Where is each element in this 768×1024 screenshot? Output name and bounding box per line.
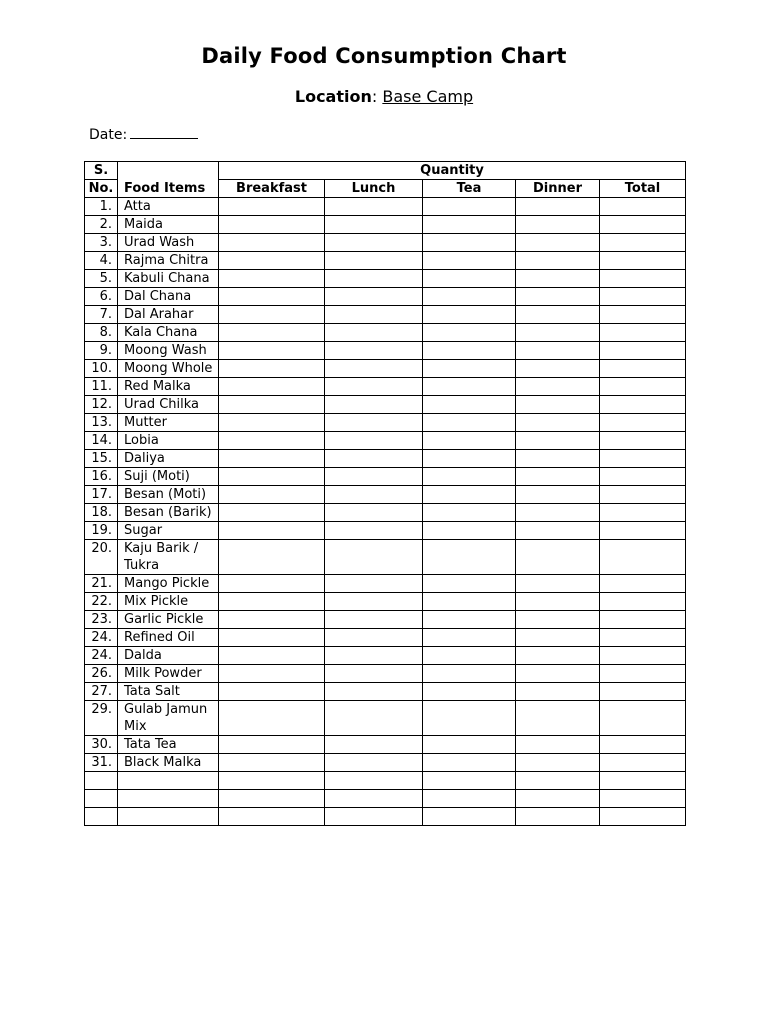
cell-lunch[interactable] bbox=[325, 593, 423, 611]
row-food-item: Kala Chana bbox=[118, 324, 219, 342]
row-food-item: Tata Tea bbox=[118, 736, 219, 754]
row-sno: 30. bbox=[85, 736, 118, 754]
cell-breakfast[interactable] bbox=[219, 234, 325, 252]
row-food-item: Milk Powder bbox=[118, 665, 219, 683]
cell-dinner[interactable] bbox=[516, 575, 600, 593]
blank-cell[interactable] bbox=[423, 790, 516, 808]
cell-tea[interactable] bbox=[423, 198, 516, 216]
food-consumption-table bbox=[84, 161, 686, 826]
blank-cell[interactable] bbox=[219, 790, 325, 808]
cell-breakfast[interactable] bbox=[219, 342, 325, 360]
cell-total[interactable] bbox=[600, 736, 686, 754]
blank-cell[interactable] bbox=[600, 790, 686, 808]
cell-lunch[interactable] bbox=[325, 396, 423, 414]
header-dinner: Dinner bbox=[516, 180, 600, 198]
blank-cell[interactable] bbox=[516, 772, 600, 790]
cell-tea[interactable] bbox=[423, 216, 516, 234]
cell-tea[interactable] bbox=[423, 288, 516, 306]
cell-breakfast[interactable] bbox=[219, 396, 325, 414]
cell-tea[interactable] bbox=[423, 754, 516, 772]
cell-tea[interactable] bbox=[423, 522, 516, 540]
table-row bbox=[85, 486, 686, 504]
cell-dinner[interactable] bbox=[516, 288, 600, 306]
row-sno: 2. bbox=[85, 216, 118, 234]
cell-breakfast[interactable] bbox=[219, 198, 325, 216]
row-sno: 5. bbox=[85, 270, 118, 288]
row-food-item: Urad Chilka bbox=[118, 396, 219, 414]
row-food-item: Dalda bbox=[118, 647, 219, 665]
blank-row bbox=[85, 790, 686, 808]
header-sno-line2: No. bbox=[85, 180, 118, 198]
cell-breakfast[interactable] bbox=[219, 414, 325, 432]
cell-lunch[interactable] bbox=[325, 324, 423, 342]
row-sno: 26. bbox=[85, 665, 118, 683]
header-breakfast: Breakfast bbox=[219, 180, 325, 198]
cell-tea[interactable] bbox=[423, 593, 516, 611]
cell-lunch[interactable] bbox=[325, 288, 423, 306]
cell-total[interactable] bbox=[600, 540, 686, 575]
table-row bbox=[85, 450, 686, 468]
table-row bbox=[85, 540, 686, 575]
cell-dinner[interactable] bbox=[516, 683, 600, 701]
blank-cell[interactable] bbox=[85, 772, 118, 790]
row-sno: 15. bbox=[85, 450, 118, 468]
header-sno-line1: S. bbox=[85, 162, 118, 180]
table-row bbox=[85, 575, 686, 593]
cell-breakfast[interactable] bbox=[219, 378, 325, 396]
cell-lunch[interactable] bbox=[325, 270, 423, 288]
row-food-item: Lobia bbox=[118, 432, 219, 450]
row-food-item: Daliya bbox=[118, 450, 219, 468]
row-sno: 21. bbox=[85, 575, 118, 593]
cell-total[interactable] bbox=[600, 360, 686, 378]
cell-dinner[interactable] bbox=[516, 701, 600, 736]
row-food-item: Moong Whole bbox=[118, 360, 219, 378]
cell-total[interactable] bbox=[600, 342, 686, 360]
row-sno: 7. bbox=[85, 306, 118, 324]
cell-total[interactable] bbox=[600, 270, 686, 288]
table-row bbox=[85, 647, 686, 665]
cell-breakfast[interactable] bbox=[219, 360, 325, 378]
cell-lunch[interactable] bbox=[325, 701, 423, 736]
row-sno: 13. bbox=[85, 414, 118, 432]
cell-dinner[interactable] bbox=[516, 540, 600, 575]
row-sno: 8. bbox=[85, 324, 118, 342]
blank-cell[interactable] bbox=[325, 772, 423, 790]
cell-total[interactable] bbox=[600, 252, 686, 270]
header-food-items: Food Items bbox=[118, 180, 219, 198]
cell-tea[interactable] bbox=[423, 360, 516, 378]
table-row bbox=[85, 504, 686, 522]
table-row bbox=[85, 736, 686, 754]
cell-lunch[interactable] bbox=[325, 575, 423, 593]
cell-tea[interactable] bbox=[423, 432, 516, 450]
cell-dinner[interactable] bbox=[516, 234, 600, 252]
cell-tea[interactable] bbox=[423, 450, 516, 468]
cell-dinner[interactable] bbox=[516, 468, 600, 486]
table-row bbox=[85, 468, 686, 486]
cell-breakfast[interactable] bbox=[219, 486, 325, 504]
cell-breakfast[interactable] bbox=[219, 611, 325, 629]
table-row bbox=[85, 216, 686, 234]
row-sno: 27. bbox=[85, 683, 118, 701]
row-food-item: Gulab Jamun Mix bbox=[118, 701, 219, 736]
row-food-item: Atta bbox=[118, 198, 219, 216]
header-food-spacer bbox=[118, 162, 219, 180]
cell-total[interactable] bbox=[600, 629, 686, 647]
cell-dinner[interactable] bbox=[516, 450, 600, 468]
row-sno: 20. bbox=[85, 540, 118, 575]
cell-lunch[interactable] bbox=[325, 342, 423, 360]
cell-dinner[interactable] bbox=[516, 306, 600, 324]
row-food-item: Besan (Moti) bbox=[118, 486, 219, 504]
cell-total[interactable] bbox=[600, 306, 686, 324]
cell-breakfast[interactable] bbox=[219, 216, 325, 234]
cell-tea[interactable] bbox=[423, 575, 516, 593]
cell-breakfast[interactable] bbox=[219, 575, 325, 593]
cell-total[interactable] bbox=[600, 288, 686, 306]
cell-total[interactable] bbox=[600, 414, 686, 432]
cell-lunch[interactable] bbox=[325, 432, 423, 450]
cell-dinner[interactable] bbox=[516, 647, 600, 665]
cell-lunch[interactable] bbox=[325, 234, 423, 252]
cell-lunch[interactable] bbox=[325, 736, 423, 754]
table-row bbox=[85, 701, 686, 736]
cell-total[interactable] bbox=[600, 216, 686, 234]
cell-lunch[interactable] bbox=[325, 468, 423, 486]
cell-lunch[interactable] bbox=[325, 378, 423, 396]
cell-tea[interactable] bbox=[423, 611, 516, 629]
cell-lunch[interactable] bbox=[325, 504, 423, 522]
row-food-item: Dal Chana bbox=[118, 288, 219, 306]
cell-lunch[interactable] bbox=[325, 252, 423, 270]
cell-tea[interactable] bbox=[423, 683, 516, 701]
location-line: Location: Base Camp bbox=[294, 87, 474, 106]
cell-dinner[interactable] bbox=[516, 414, 600, 432]
blank-cell[interactable] bbox=[600, 808, 686, 826]
cell-tea[interactable] bbox=[423, 252, 516, 270]
cell-dinner[interactable] bbox=[516, 522, 600, 540]
cell-dinner[interactable] bbox=[516, 432, 600, 450]
row-food-item: Garlic Pickle bbox=[118, 611, 219, 629]
row-sno: 6. bbox=[85, 288, 118, 306]
blank-cell[interactable] bbox=[325, 808, 423, 826]
date-line bbox=[89, 127, 198, 143]
blank-cell[interactable] bbox=[325, 790, 423, 808]
cell-breakfast[interactable] bbox=[219, 593, 325, 611]
row-sno: 11. bbox=[85, 378, 118, 396]
table-row bbox=[85, 396, 686, 414]
row-food-item: Mutter bbox=[118, 414, 219, 432]
blank-row bbox=[85, 808, 686, 826]
cell-breakfast[interactable] bbox=[219, 629, 325, 647]
cell-total[interactable] bbox=[600, 504, 686, 522]
blank-cell[interactable] bbox=[118, 772, 219, 790]
table-row bbox=[85, 270, 686, 288]
table-row bbox=[85, 611, 686, 629]
blank-row bbox=[85, 772, 686, 790]
cell-dinner[interactable] bbox=[516, 270, 600, 288]
row-food-item: Urad Wash bbox=[118, 234, 219, 252]
cell-breakfast[interactable] bbox=[219, 683, 325, 701]
cell-tea[interactable] bbox=[423, 414, 516, 432]
page-title: Daily Food Consumption Chart bbox=[201, 44, 567, 68]
row-sno: 14. bbox=[85, 432, 118, 450]
cell-total[interactable] bbox=[600, 701, 686, 736]
cell-lunch[interactable] bbox=[325, 647, 423, 665]
cell-breakfast[interactable] bbox=[219, 647, 325, 665]
row-sno: 18. bbox=[85, 504, 118, 522]
row-food-item: Dal Arahar bbox=[118, 306, 219, 324]
cell-tea[interactable] bbox=[423, 234, 516, 252]
cell-dinner[interactable] bbox=[516, 736, 600, 754]
cell-total[interactable] bbox=[600, 432, 686, 450]
cell-total[interactable] bbox=[600, 234, 686, 252]
cell-breakfast[interactable] bbox=[219, 665, 325, 683]
table-row bbox=[85, 754, 686, 772]
table-row bbox=[85, 306, 686, 324]
cell-dinner[interactable] bbox=[516, 504, 600, 522]
location-label: Location bbox=[294, 87, 372, 106]
row-sno: 24. bbox=[85, 647, 118, 665]
cell-lunch[interactable] bbox=[325, 754, 423, 772]
cell-breakfast[interactable] bbox=[219, 450, 325, 468]
header-total: Total bbox=[600, 180, 686, 198]
cell-tea[interactable] bbox=[423, 736, 516, 754]
cell-breakfast[interactable] bbox=[219, 324, 325, 342]
cell-dinner[interactable] bbox=[516, 360, 600, 378]
cell-total[interactable] bbox=[600, 522, 686, 540]
cell-lunch[interactable] bbox=[325, 540, 423, 575]
cell-tea[interactable] bbox=[423, 306, 516, 324]
cell-tea[interactable] bbox=[423, 504, 516, 522]
cell-breakfast[interactable] bbox=[219, 736, 325, 754]
cell-tea[interactable] bbox=[423, 701, 516, 736]
cell-lunch[interactable] bbox=[325, 414, 423, 432]
cell-breakfast[interactable] bbox=[219, 306, 325, 324]
blank-cell[interactable] bbox=[423, 772, 516, 790]
cell-tea[interactable] bbox=[423, 486, 516, 504]
row-food-item: Black Malka bbox=[118, 754, 219, 772]
table-row bbox=[85, 683, 686, 701]
blank-cell[interactable] bbox=[423, 808, 516, 826]
cell-lunch[interactable] bbox=[325, 629, 423, 647]
blank-cell[interactable] bbox=[85, 808, 118, 826]
cell-total[interactable] bbox=[600, 468, 686, 486]
cell-tea[interactable] bbox=[423, 540, 516, 575]
cell-lunch[interactable] bbox=[325, 360, 423, 378]
cell-dinner[interactable] bbox=[516, 611, 600, 629]
row-food-item: Moong Wash bbox=[118, 342, 219, 360]
row-sno: 23. bbox=[85, 611, 118, 629]
blank-cell[interactable] bbox=[118, 808, 219, 826]
row-food-item: Mix Pickle bbox=[118, 593, 219, 611]
cell-breakfast[interactable] bbox=[219, 504, 325, 522]
cell-lunch[interactable] bbox=[325, 665, 423, 683]
cell-dinner[interactable] bbox=[516, 252, 600, 270]
row-sno: 16. bbox=[85, 468, 118, 486]
table-row bbox=[85, 198, 686, 216]
table-row bbox=[85, 522, 686, 540]
table-row bbox=[85, 288, 686, 306]
cell-total[interactable] bbox=[600, 683, 686, 701]
table-row bbox=[85, 432, 686, 450]
cell-tea[interactable] bbox=[423, 647, 516, 665]
row-sno: 24. bbox=[85, 629, 118, 647]
table-row bbox=[85, 665, 686, 683]
cell-tea[interactable] bbox=[423, 629, 516, 647]
row-food-item: Besan (Barik) bbox=[118, 504, 219, 522]
cell-total[interactable] bbox=[600, 647, 686, 665]
blank-cell[interactable] bbox=[118, 790, 219, 808]
cell-total[interactable] bbox=[600, 198, 686, 216]
row-sno: 9. bbox=[85, 342, 118, 360]
cell-tea[interactable] bbox=[423, 468, 516, 486]
row-sno: 4. bbox=[85, 252, 118, 270]
cell-breakfast[interactable] bbox=[219, 468, 325, 486]
cell-lunch[interactable] bbox=[325, 683, 423, 701]
date-label: Date: bbox=[89, 127, 128, 143]
table-row bbox=[85, 414, 686, 432]
table-row bbox=[85, 360, 686, 378]
cell-breakfast[interactable] bbox=[219, 540, 325, 575]
row-food-item: Kaju Barik / Tukra bbox=[118, 540, 219, 575]
row-sno: 10. bbox=[85, 360, 118, 378]
header-lunch: Lunch bbox=[325, 180, 423, 198]
blank-cell[interactable] bbox=[219, 772, 325, 790]
cell-lunch[interactable] bbox=[325, 611, 423, 629]
row-food-item: Suji (Moti) bbox=[118, 468, 219, 486]
table-row bbox=[85, 629, 686, 647]
row-sno: 22. bbox=[85, 593, 118, 611]
row-food-item: Sugar bbox=[118, 522, 219, 540]
table-row bbox=[85, 342, 686, 360]
row-sno: 3. bbox=[85, 234, 118, 252]
cell-total[interactable] bbox=[600, 396, 686, 414]
cell-tea[interactable] bbox=[423, 270, 516, 288]
row-sno: 1. bbox=[85, 198, 118, 216]
cell-breakfast[interactable] bbox=[219, 701, 325, 736]
cell-total[interactable] bbox=[600, 575, 686, 593]
cell-lunch[interactable] bbox=[325, 486, 423, 504]
blank-cell[interactable] bbox=[85, 790, 118, 808]
cell-tea[interactable] bbox=[423, 324, 516, 342]
blank-cell[interactable] bbox=[219, 808, 325, 826]
cell-breakfast[interactable] bbox=[219, 432, 325, 450]
cell-dinner[interactable] bbox=[516, 629, 600, 647]
cell-dinner[interactable] bbox=[516, 754, 600, 772]
cell-total[interactable] bbox=[600, 450, 686, 468]
cell-breakfast[interactable] bbox=[219, 288, 325, 306]
blank-cell[interactable] bbox=[516, 808, 600, 826]
header-tea: Tea bbox=[423, 180, 516, 198]
date-blank-field[interactable] bbox=[130, 138, 198, 139]
cell-total[interactable] bbox=[600, 593, 686, 611]
table-row bbox=[85, 324, 686, 342]
header-row-1 bbox=[85, 162, 686, 180]
cell-total[interactable] bbox=[600, 324, 686, 342]
row-sno: 19. bbox=[85, 522, 118, 540]
row-sno: 12. bbox=[85, 396, 118, 414]
cell-total[interactable] bbox=[600, 754, 686, 772]
row-food-item: Kabuli Chana bbox=[118, 270, 219, 288]
cell-dinner[interactable] bbox=[516, 486, 600, 504]
cell-tea[interactable] bbox=[423, 342, 516, 360]
cell-tea[interactable] bbox=[423, 396, 516, 414]
table-row bbox=[85, 593, 686, 611]
header-quantity: Quantity bbox=[219, 162, 686, 180]
row-food-item: Refined Oil bbox=[118, 629, 219, 647]
cell-total[interactable] bbox=[600, 665, 686, 683]
cell-dinner[interactable] bbox=[516, 665, 600, 683]
cell-dinner[interactable] bbox=[516, 198, 600, 216]
row-food-item: Tata Salt bbox=[118, 683, 219, 701]
cell-lunch[interactable] bbox=[325, 450, 423, 468]
row-sno: 29. bbox=[85, 701, 118, 736]
cell-dinner[interactable] bbox=[516, 324, 600, 342]
blank-cell[interactable] bbox=[516, 790, 600, 808]
row-food-item: Mango Pickle bbox=[118, 575, 219, 593]
table-row bbox=[85, 378, 686, 396]
cell-total[interactable] bbox=[600, 378, 686, 396]
row-sno: 17. bbox=[85, 486, 118, 504]
cell-lunch[interactable] bbox=[325, 198, 423, 216]
cell-lunch[interactable] bbox=[325, 522, 423, 540]
cell-dinner[interactable] bbox=[516, 378, 600, 396]
row-food-item: Rajma Chitra bbox=[118, 252, 219, 270]
cell-dinner[interactable] bbox=[516, 396, 600, 414]
cell-breakfast[interactable] bbox=[219, 252, 325, 270]
cell-breakfast[interactable] bbox=[219, 754, 325, 772]
location-value: Base Camp bbox=[382, 87, 474, 106]
table-row bbox=[85, 234, 686, 252]
row-food-item: Red Malka bbox=[118, 378, 219, 396]
cell-breakfast[interactable] bbox=[219, 270, 325, 288]
cell-dinner[interactable] bbox=[516, 593, 600, 611]
row-food-item: Maida bbox=[118, 216, 219, 234]
cell-lunch[interactable] bbox=[325, 216, 423, 234]
cell-breakfast[interactable] bbox=[219, 522, 325, 540]
blank-cell[interactable] bbox=[600, 772, 686, 790]
cell-dinner[interactable] bbox=[516, 216, 600, 234]
cell-lunch[interactable] bbox=[325, 306, 423, 324]
cell-dinner[interactable] bbox=[516, 342, 600, 360]
cell-total[interactable] bbox=[600, 611, 686, 629]
row-sno: 31. bbox=[85, 754, 118, 772]
cell-total[interactable] bbox=[600, 486, 686, 504]
table-row bbox=[85, 252, 686, 270]
cell-tea[interactable] bbox=[423, 665, 516, 683]
header-row-2 bbox=[85, 180, 686, 198]
table-body bbox=[85, 198, 686, 826]
cell-tea[interactable] bbox=[423, 378, 516, 396]
